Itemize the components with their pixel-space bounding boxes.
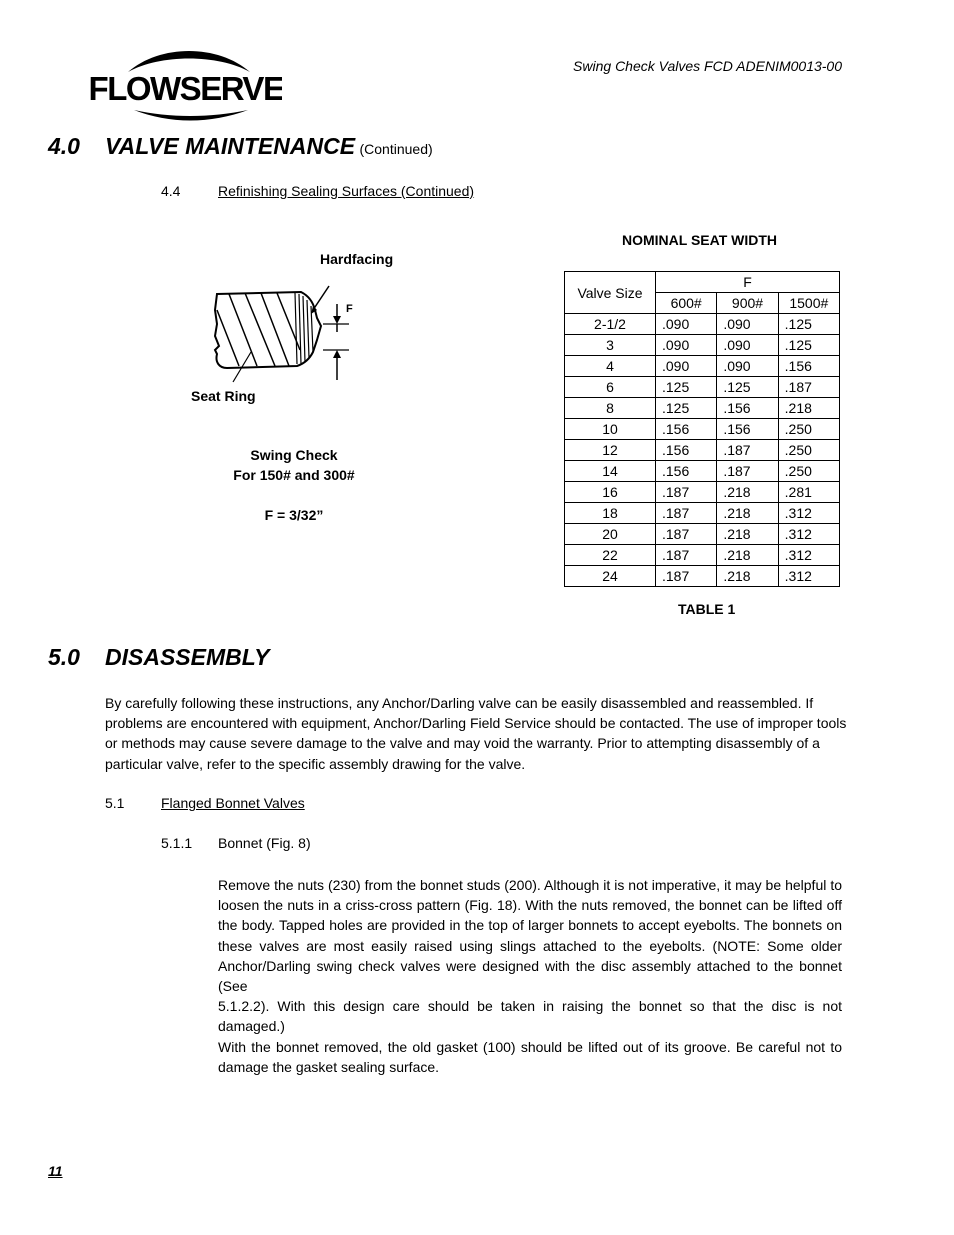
seat-width-cell: .090 xyxy=(717,356,778,377)
header-900: 900# xyxy=(717,293,778,314)
section-5-title: DISASSEMBLY xyxy=(105,644,270,670)
table-title: NOMINAL SEAT WIDTH xyxy=(622,232,778,248)
seat-ring-diagram-drawing xyxy=(205,280,365,385)
subsection-5-1-number: 5.1 xyxy=(105,795,125,811)
intro-line: problems are encountered with equipment, Anchor/Darling Field Service should be contacted. The use of improper tools xyxy=(105,715,847,732)
page-number: 11 xyxy=(48,1163,63,1179)
dimension-f-label: F xyxy=(346,303,353,315)
seat-width-cell: .187 xyxy=(717,461,778,482)
seat-width-cell: .125 xyxy=(778,335,839,356)
header-valve-size: Valve Size xyxy=(565,272,656,314)
logo-wordmark: FLOWSERVE xyxy=(90,70,282,107)
seat-width-cell: .218 xyxy=(778,398,839,419)
table-row xyxy=(565,524,840,545)
seat-width-cell: .218 xyxy=(717,524,778,545)
figure-title: Hardfacing xyxy=(320,251,394,267)
table-row xyxy=(565,440,840,461)
seat-width-cell: .125 xyxy=(778,314,839,335)
seat-ring-diagram xyxy=(205,280,365,385)
seat-width-cell: .090 xyxy=(656,314,717,335)
table-row xyxy=(565,356,840,377)
seat-width-cell: .187 xyxy=(778,377,839,398)
body-line: Anchor/Darling swing check valves were designed with the disc assembly attached to the bonnet (See xyxy=(218,957,842,995)
subsection-5-1-title: Flanged Bonnet Valves xyxy=(161,795,305,811)
table-row xyxy=(565,314,840,335)
figure-caption-line1: Swing Check xyxy=(250,447,338,463)
seat-width-cell: .125 xyxy=(656,398,717,419)
seat-width-cell: .281 xyxy=(778,482,839,503)
subsection-5-1-1-title: Bonnet (Fig. 8) xyxy=(218,835,311,851)
table-row xyxy=(565,377,840,398)
valve-size-cell: 2-1/2 xyxy=(565,314,656,335)
seat-width-cell: .156 xyxy=(778,356,839,377)
valve-size-cell: 16 xyxy=(565,482,656,503)
seat-width-cell: .125 xyxy=(656,377,717,398)
subsection-5-1-1-number: 5.1.1 xyxy=(161,835,193,851)
seat-width-cell: .312 xyxy=(778,503,839,524)
body-line: With the bonnet removed, the old gasket (100) should be lifted out of its groove. Be careful not to xyxy=(218,1038,842,1055)
document-title: Swing Check Valves FCD ADENIM0013-00 xyxy=(573,58,842,74)
nominal-seat-width-table xyxy=(564,271,840,587)
table-row xyxy=(565,419,840,440)
seat-width-cell: .187 xyxy=(656,545,717,566)
section-4-title-line xyxy=(105,133,433,160)
valve-size-cell: 24 xyxy=(565,566,656,587)
valve-size-cell: 8 xyxy=(565,398,656,419)
seat-width-cell: .090 xyxy=(717,314,778,335)
seat-width-cell: .187 xyxy=(656,566,717,587)
logo-swoosh-icon xyxy=(90,50,282,126)
seat-width-cell: .156 xyxy=(656,419,717,440)
body-line: loosen the nuts in a criss-cross pattern (Fig. 18). With the nuts removed, the bonnet can be lifted off xyxy=(218,897,842,914)
seat-width-cell: .312 xyxy=(778,545,839,566)
header-600: 600# xyxy=(656,293,717,314)
seat-width-cell: .090 xyxy=(656,335,717,356)
seat-width-cell: .187 xyxy=(656,482,717,503)
header-1500: 1500# xyxy=(778,293,839,314)
seat-width-cell: .187 xyxy=(656,524,717,545)
table-row xyxy=(565,335,840,356)
disassembly-intro xyxy=(105,693,865,774)
seat-width-cell: .156 xyxy=(656,440,717,461)
valve-size-cell: 12 xyxy=(565,440,656,461)
table-row xyxy=(565,503,840,524)
seat-width-cell: .312 xyxy=(778,524,839,545)
figure-caption-line2: For 150# and 300# xyxy=(233,467,355,483)
seat-width-cell: .090 xyxy=(656,356,717,377)
subsection-number: 4.4 xyxy=(161,183,181,199)
section-5-number: 5.0 xyxy=(48,644,80,670)
table-row xyxy=(565,566,840,587)
seat-width-cell: .218 xyxy=(717,545,778,566)
valve-size-cell: 20 xyxy=(565,524,656,545)
bonnet-instructions xyxy=(218,875,842,1077)
valve-size-cell: 10 xyxy=(565,419,656,440)
body-line: the body. Tapped holes are provided in the top of larger bonnets to accept eyebolts. The bonnets on xyxy=(218,917,842,934)
seat-width-cell: .312 xyxy=(778,566,839,587)
table-body xyxy=(565,272,840,587)
seat-width-cell: .250 xyxy=(778,419,839,440)
intro-line: particular valve, refer to the specific assembly drawing for the valve. xyxy=(105,755,526,772)
valve-size-cell: 3 xyxy=(565,335,656,356)
body-line: Remove the nuts (230) from the bonnet studs (200). Although it is not imperative, it may be helpful to xyxy=(218,877,842,893)
seat-width-cell: .156 xyxy=(717,419,778,440)
seat-width-cell: .125 xyxy=(717,377,778,398)
table-row xyxy=(565,461,840,482)
seat-width-cell: .187 xyxy=(717,440,778,461)
table-header-row xyxy=(565,272,840,293)
seat-width-cell: .250 xyxy=(778,440,839,461)
figure-formula: F = 3/32” xyxy=(264,507,324,523)
section-title: VALVE MAINTENANCE xyxy=(105,133,356,159)
valve-size-cell: 14 xyxy=(565,461,656,482)
seat-width-cell: .218 xyxy=(717,503,778,524)
table-row xyxy=(565,545,840,566)
subsection-title: Refinishing Sealing Surfaces (Continued) xyxy=(218,183,475,199)
header-f-group: F xyxy=(656,272,840,293)
valve-size-cell: 22 xyxy=(565,545,656,566)
body-line: these valves are most easily raised using slings attached to the eyebolts. (NOTE: Some older xyxy=(218,937,842,954)
section-4-heading xyxy=(48,133,80,160)
valve-size-cell: 18 xyxy=(565,503,656,524)
table-row xyxy=(565,482,840,503)
table-caption: TABLE 1 xyxy=(678,601,736,617)
intro-line: By carefully following these instructions, any Anchor/Darling valve can be easily disassembled and reassembled. If xyxy=(105,695,814,711)
continued-label: (Continued) xyxy=(359,141,433,157)
section-number: 4.0 xyxy=(48,133,80,159)
body-line: 5.1.2.2). With this design care should be taken in raising the bonnet so that the disc is not damaged.) xyxy=(218,998,842,1035)
intro-line: or methods may cause severe damage to the valve and may void the warranty. Prior to attempting disassembly of a xyxy=(105,735,820,752)
seat-ring-label: Seat Ring xyxy=(191,388,256,404)
valve-size-cell: 6 xyxy=(565,377,656,398)
seat-width-cell: .156 xyxy=(656,461,717,482)
seat-width-cell: .250 xyxy=(778,461,839,482)
table-row xyxy=(565,398,840,419)
flowserve-logo xyxy=(90,50,282,126)
seat-width-cell: .218 xyxy=(717,566,778,587)
seat-width-cell: .090 xyxy=(717,335,778,356)
body-line: damage the gasket sealing surface. xyxy=(218,1058,440,1075)
valve-size-cell: 4 xyxy=(565,356,656,377)
seat-width-cell: .156 xyxy=(717,398,778,419)
seat-width-cell: .218 xyxy=(717,482,778,503)
seat-width-cell: .187 xyxy=(656,503,717,524)
